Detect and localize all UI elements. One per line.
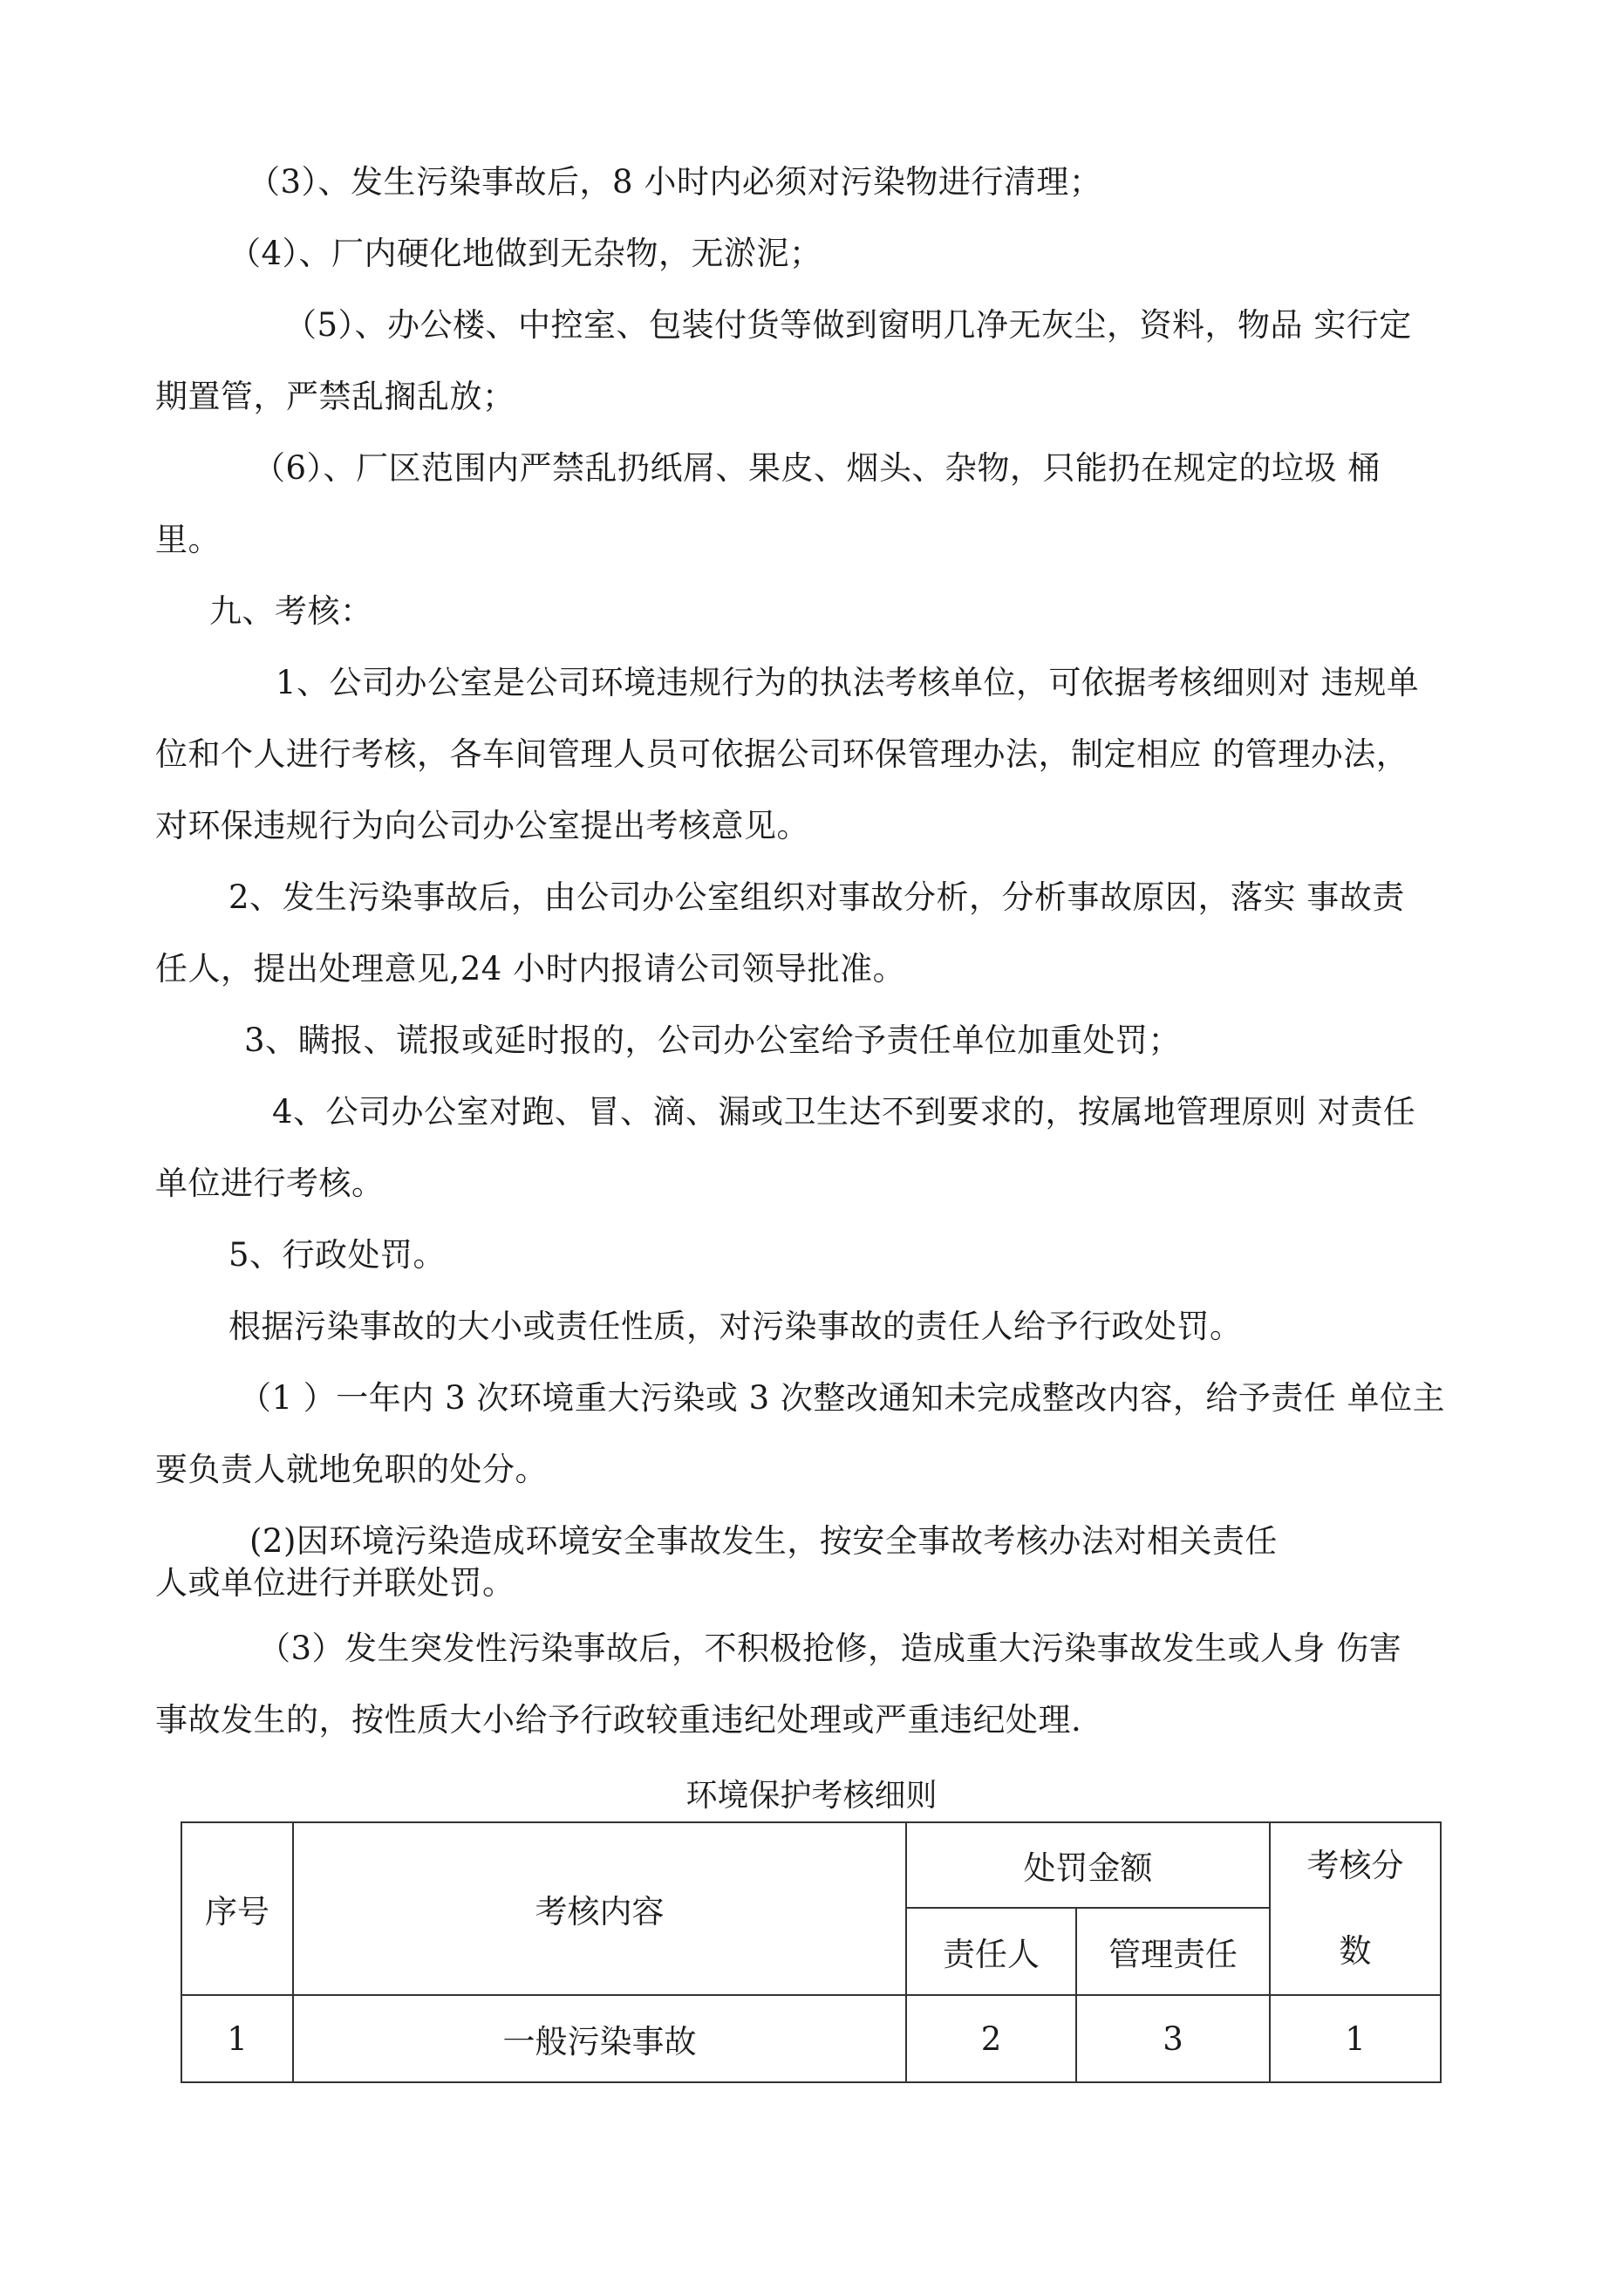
cell-content: 一般污染事故 bbox=[293, 1995, 906, 2082]
header-responsible: 责任人 bbox=[906, 1908, 1076, 1995]
paragraph-line: 4、公司办公室对跑、冒、滴、漏或卫生达不到要求的，按属地管理原则 对责任 bbox=[272, 1093, 1416, 1131]
paragraph-line: 里。 bbox=[155, 521, 221, 558]
paragraph-line: 任人，提出处理意见,24 小时内报请公司领导批准。 bbox=[155, 950, 906, 987]
paragraph-line: 单位进行考核。 bbox=[155, 1165, 385, 1202]
header-content: 考核内容 bbox=[293, 1822, 906, 1995]
header-management: 管理责任 bbox=[1076, 1908, 1270, 1995]
cell-score: 1 bbox=[1270, 1995, 1441, 2082]
cell-management: 3 bbox=[1076, 1995, 1270, 2082]
cell-responsible: 2 bbox=[906, 1995, 1076, 2082]
section-heading: 九、考核： bbox=[209, 592, 373, 630]
paragraph-line: 2、发生污染事故后，由公司办公室组织对事故分析，分析事故原因，落实 事故责 bbox=[228, 878, 1405, 916]
paragraph-line: 根据污染事故的大小或责任性质，对污染事故的责任人给予行政处罚。 bbox=[228, 1308, 1243, 1345]
paragraph-line: 事故发生的，按性质大小给予行政较重违纪处理或严重违纪处理. bbox=[155, 1701, 1082, 1739]
header-score-part1: 考核分 bbox=[1306, 1847, 1404, 1884]
header-penalty: 处罚金额 bbox=[906, 1822, 1270, 1908]
paragraph-line: 人或单位进行并联处罚。 bbox=[155, 1564, 515, 1602]
header-score bbox=[1270, 1822, 1441, 1995]
cell-seq: 1 bbox=[181, 1995, 293, 2082]
paragraph-line: 期置管，严禁乱搁乱放； bbox=[155, 378, 515, 415]
table-title: 环境保护考核细则 bbox=[685, 1778, 938, 1814]
paragraph-line: （1 ）一年内 3 次环境重大污染或 3 次整改通知未完成整改内容，给予责任 单位主 bbox=[239, 1379, 1446, 1417]
table-row bbox=[181, 1995, 1441, 2082]
paragraph-line: 3、瞒报、谎报或延时报的，公司办公室给予责任单位加重处罚； bbox=[244, 1022, 1182, 1059]
paragraph-line: (2)因环境污染造成环境安全事故发生，按安全事故考核办法对相关责任 bbox=[249, 1522, 1278, 1560]
paragraph-line: （4）、厂内硬化地做到无杂物，无淤泥； bbox=[228, 235, 822, 272]
header-score-part2: 数 bbox=[1339, 1932, 1372, 1970]
paragraph-line: （6）、厂区范围内严禁乱扔纸屑、果皮、烟头、杂物，只能扔在规定的垃圾 桶 bbox=[253, 449, 1381, 487]
paragraph-line: 要负责人就地免职的处分。 bbox=[155, 1451, 548, 1488]
header-seq: 序号 bbox=[181, 1822, 293, 1995]
paragraph-line: 位和个人进行考核，各车间管理人员可依据公司环保管理办法，制定相应 的管理办法， bbox=[155, 735, 1409, 773]
paragraph-line: 对环保违规行为向公司办公室提出考核意见。 bbox=[155, 807, 809, 844]
assessment-table bbox=[181, 1821, 1442, 2083]
paragraph-line: （3）发生突发性污染事故后，不积极抢修，造成重大污染事故发生或人身 伤害 bbox=[258, 1630, 1402, 1667]
paragraph-line: 5、行政处罚。 bbox=[228, 1236, 447, 1274]
paragraph-line: （3）、发生污染事故后，8 小时内必须对污染物进行清理； bbox=[248, 163, 1102, 201]
paragraph-line: 1、公司办公室是公司环境违规行为的执法考核单位，可依据考核细则对 违规单 bbox=[276, 664, 1420, 701]
paragraph-line: （5）、办公楼、中控室、包装付货等做到窗明几净无灰尘，资料，物品 实行定 bbox=[284, 306, 1412, 344]
